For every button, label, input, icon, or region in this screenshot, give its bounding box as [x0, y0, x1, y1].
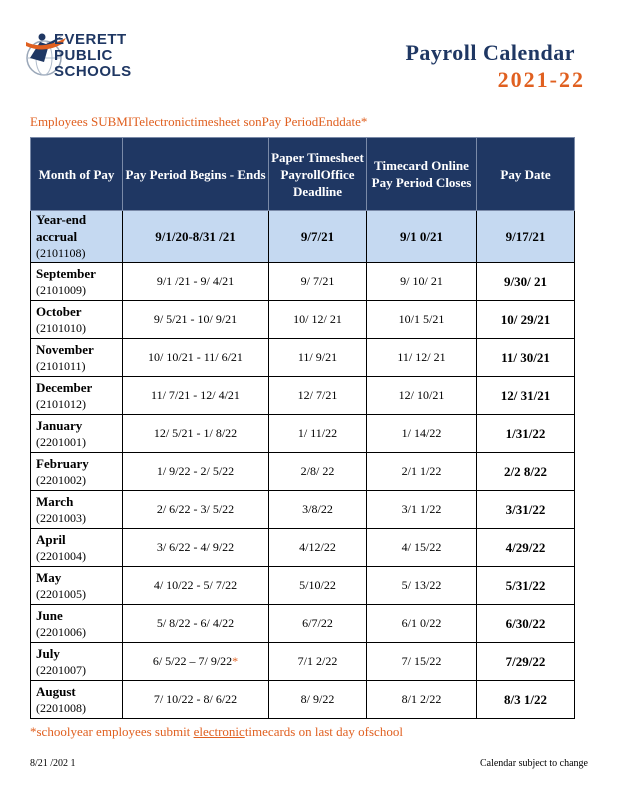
month-code: (2201008): [36, 700, 86, 715]
month-code: (2201003): [36, 510, 86, 525]
pay-period-text: 6/ 5/22 – 7/ 9/22: [152, 654, 233, 668]
table-row: [31, 263, 575, 301]
table-row: [31, 415, 575, 453]
table-body: [31, 211, 575, 719]
paper-deadline-cell: 3/8/22: [269, 491, 367, 529]
footnote: [30, 724, 403, 740]
pay-period-cell: [123, 605, 269, 643]
online-close-cell: 9/1 0/21: [367, 211, 477, 263]
table-row: [31, 211, 575, 263]
pay-date-cell: 4/29/22: [477, 529, 575, 567]
pay-period-text: 9/1/20-8/31 /21: [155, 228, 236, 244]
header-month: Month of Pay: [31, 138, 123, 211]
month-code: (2201006): [36, 624, 86, 639]
month-name: September: [36, 265, 96, 281]
online-close-cell: 6/1 0/22: [367, 605, 477, 643]
online-close-cell: 9/ 10/ 21: [367, 263, 477, 301]
pay-period-cell: [123, 415, 269, 453]
online-close-cell: 12/ 10/21: [367, 377, 477, 415]
table-row: [31, 681, 575, 719]
table-row: [31, 529, 575, 567]
paper-deadline-cell: 9/ 7/21: [269, 263, 367, 301]
paper-deadline-cell: 6/7/22: [269, 605, 367, 643]
month-name: April: [36, 531, 66, 547]
pay-period-cell: [123, 339, 269, 377]
month-code: (2101011): [36, 358, 86, 373]
paper-deadline-cell: 2/8/ 22: [269, 453, 367, 491]
month-cell: [31, 415, 123, 453]
month-cell: [31, 453, 123, 491]
revision-date: 8/21 /202 1: [30, 758, 76, 769]
pay-date-cell: 9/17/21: [477, 211, 575, 263]
logo-line-3: SCHOOLS: [54, 63, 132, 80]
online-close-cell: 2/1 1/22: [367, 453, 477, 491]
figure-head-icon: [39, 34, 46, 41]
pay-period-text: 4/ 10/22 - 5/ 7/22: [153, 578, 238, 592]
footnote-suffix: timecards on last day ofschool: [244, 724, 403, 739]
pay-date-cell: 9/30/ 21: [477, 263, 575, 301]
table-row: [31, 453, 575, 491]
pay-date-cell: 6/30/22: [477, 605, 575, 643]
submission-note: Employees SUBMITelectronictimesheet sonPay PeriodEnddate*: [30, 114, 368, 129]
month-code: (2201007): [36, 662, 86, 677]
header-online-close: Timecard Online Pay Period Closes: [367, 138, 477, 211]
online-close-cell: 7/ 15/22: [367, 643, 477, 681]
month-cell: [31, 605, 123, 643]
paper-deadline-cell: 4/12/22: [269, 529, 367, 567]
pay-period-cell: [123, 301, 269, 339]
month-code: (2101108): [36, 246, 86, 260]
month-name: Year-end accrual: [36, 212, 87, 244]
pay-date-cell: 12/ 31/21: [477, 377, 575, 415]
month-name: February: [36, 455, 89, 471]
pay-period-text: 10/ 10/21 - 11/ 6/21: [148, 350, 243, 364]
table-row: [31, 377, 575, 415]
month-cell: [31, 263, 123, 301]
payroll-calendar-table: [30, 137, 575, 719]
change-notice: Calendar subject to change: [479, 758, 588, 769]
month-code: (2101012): [36, 396, 86, 411]
month-code: (2201001): [36, 434, 86, 449]
pay-date-cell: 5/31/22: [477, 567, 575, 605]
month-cell: [31, 339, 123, 377]
paper-deadline-cell: 1/ 11/22: [269, 415, 367, 453]
paper-deadline-cell: 5/10/22: [269, 567, 367, 605]
pay-date-cell: 11/ 30/21: [477, 339, 575, 377]
header-pay-period: Pay Period Begins - Ends: [123, 138, 269, 211]
pay-period-text: 9/ 5/21 - 10/ 9/21: [153, 312, 238, 326]
month-name: October: [36, 303, 82, 319]
pay-period-cell: [123, 263, 269, 301]
pay-period-cell: [123, 567, 269, 605]
logo-wordmark: [54, 32, 132, 80]
pay-period-text: 2/ 6/22 - 3/ 5/22: [156, 502, 235, 516]
pay-date-cell: 10/ 29/21: [477, 301, 575, 339]
table-row: [31, 643, 575, 681]
month-code: (2201004): [36, 548, 86, 563]
month-code: (2201005): [36, 586, 86, 601]
month-name: January: [36, 417, 83, 433]
table-header-row: [31, 138, 575, 211]
footnote-prefix: *schoolyear employees submit: [30, 724, 194, 739]
online-close-cell: 4/ 15/22: [367, 529, 477, 567]
logo-line-2: PUBLIC: [54, 47, 113, 64]
month-cell: [31, 491, 123, 529]
pay-date-cell: 8/3 1/22: [477, 681, 575, 719]
pay-period-cell: [123, 491, 269, 529]
month-cell: [31, 529, 123, 567]
pay-period-cell: [123, 681, 269, 719]
month-cell: [31, 211, 123, 263]
footnote-underlined: electronic: [193, 724, 245, 739]
pay-period-text: 3/ 6/22 - 4/ 9/22: [156, 540, 235, 554]
month-code: (2101009): [36, 282, 86, 297]
online-close-cell: 5/ 13/22: [367, 567, 477, 605]
pay-period-text: 12/ 5/21 - 1/ 8/22: [153, 426, 238, 440]
paper-deadline-cell: 7/1 2/22: [269, 643, 367, 681]
pay-date-cell: 2/2 8/22: [477, 453, 575, 491]
paper-deadline-cell: 10/ 12/ 21: [269, 301, 367, 339]
online-close-cell: 8/1 2/22: [367, 681, 477, 719]
header-paper-deadline: Paper Timesheet PayrollOffice Deadline: [269, 138, 367, 211]
month-name: July: [36, 645, 60, 661]
online-close-cell: 10/1 5/21: [367, 301, 477, 339]
page-title: Payroll Calendar: [405, 40, 575, 65]
online-close-cell: 3/1 1/22: [367, 491, 477, 529]
pay-period-cell: [123, 211, 269, 263]
pay-period-text: 9/1 /21 - 9/ 4/21: [156, 274, 235, 288]
table-row: [31, 567, 575, 605]
table-row: [31, 339, 575, 377]
table-row: [31, 605, 575, 643]
month-name: June: [36, 607, 63, 623]
logo-line-1: EVERETT: [54, 31, 127, 48]
month-name: May: [36, 569, 62, 585]
pay-period-text: 11/ 7/21 - 12/ 4/21: [151, 388, 240, 402]
paper-deadline-cell: 12/ 7/21: [269, 377, 367, 415]
month-code: (2201002): [36, 472, 86, 487]
pay-date-cell: 3/31/22: [477, 491, 575, 529]
pay-period-text: 7/ 10/22 - 8/ 6/22: [153, 692, 238, 706]
paper-deadline-cell: 9/7/21: [269, 211, 367, 263]
month-code: (2101010): [36, 320, 86, 335]
month-name: August: [36, 683, 76, 699]
pay-period-text: 5/ 8/22 - 6/ 4/22: [156, 616, 235, 630]
pay-period-cell: [123, 643, 269, 681]
month-cell: [31, 377, 123, 415]
month-name: November: [36, 341, 94, 357]
month-cell: [31, 643, 123, 681]
month-cell: [31, 681, 123, 719]
pay-date-cell: 7/29/22: [477, 643, 575, 681]
month-cell: [31, 301, 123, 339]
table-row: [31, 301, 575, 339]
table-row: [31, 491, 575, 529]
paper-deadline-cell: 8/ 9/22: [269, 681, 367, 719]
online-close-cell: 1/ 14/22: [367, 415, 477, 453]
online-close-cell: 11/ 12/ 21: [367, 339, 477, 377]
pay-period-cell: [123, 377, 269, 415]
pay-period-cell: [123, 529, 269, 567]
month-cell: [31, 567, 123, 605]
paper-deadline-cell: 11/ 9/21: [269, 339, 367, 377]
pay-date-cell: 1/31/22: [477, 415, 575, 453]
month-name: March: [36, 493, 74, 509]
pay-period-cell: [123, 453, 269, 491]
school-year: 2021-22: [497, 67, 585, 92]
month-name: December: [36, 379, 93, 395]
pay-period-text: 1/ 9/22 - 2/ 5/22: [156, 464, 235, 478]
header-pay-date: Pay Date: [477, 138, 575, 211]
footnote-marker: *: [232, 654, 239, 668]
